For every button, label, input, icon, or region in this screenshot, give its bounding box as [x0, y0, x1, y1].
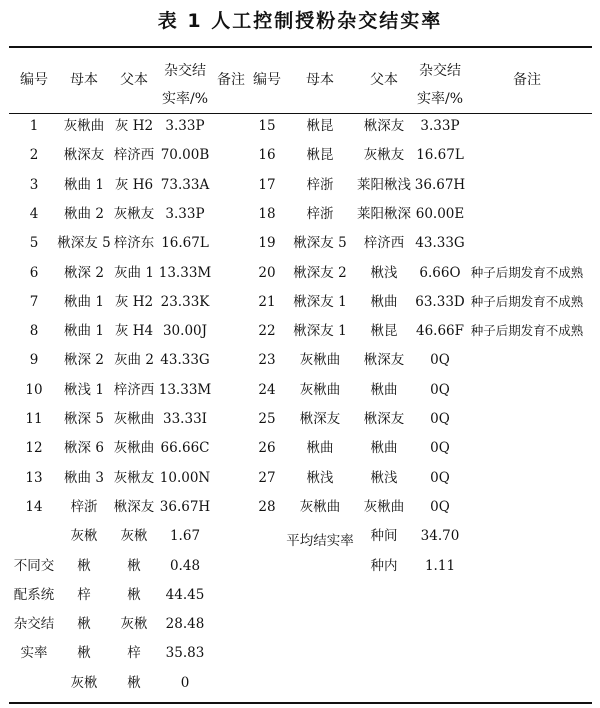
- right-row-mother: 楸深友 2: [293, 264, 347, 281]
- right-row-rate: 46.66F: [415, 323, 465, 340]
- left-row-father: 灰楸友: [113, 469, 155, 486]
- right-row-rate: 6.66O: [419, 264, 461, 281]
- left-row-mother: 楸深友: [63, 147, 105, 164]
- table-title: 表 1 人工控制授粉杂交结实率: [157, 10, 443, 32]
- cross-system-rate: 0.48: [169, 557, 201, 574]
- header-right-no: 编号: [253, 72, 281, 88]
- right-row-note: 种子后期发育不成熟: [470, 264, 584, 280]
- left-row-father: 灰 H2: [114, 118, 154, 134]
- right-row-no: 17: [258, 176, 276, 193]
- right-row-father: 楸曲: [370, 293, 398, 310]
- right-row-mother: 梓浙: [306, 205, 334, 222]
- left-row-mother: 灰楸曲: [63, 118, 105, 134]
- right-row-father: 楸曲: [370, 381, 398, 398]
- right-row-father: 楸昆: [370, 323, 398, 340]
- right-row-no: 23: [258, 352, 276, 369]
- header-right-mother: 母本: [306, 72, 334, 88]
- left-row-no: 1: [29, 118, 39, 134]
- right-row-no: 21: [258, 293, 276, 310]
- left-row-no: 11: [25, 411, 43, 427]
- right-row-no: 28: [258, 498, 276, 515]
- cross-system-rate: 1.67: [169, 528, 201, 545]
- right-row-rate: 43.33G: [415, 235, 465, 252]
- right-row-no: 16: [258, 147, 276, 164]
- left-row-no: 7: [29, 293, 39, 310]
- left-row-rate: 10.00N: [159, 469, 211, 486]
- left-row-father: 楸深友: [113, 498, 155, 515]
- header-left-no: 编号: [20, 72, 48, 88]
- top-rule: [9, 46, 592, 48]
- right-row-rate: 36.67H: [414, 176, 466, 193]
- left-row-rate: 73.33A: [160, 176, 210, 193]
- right-row-rate: 0Q: [430, 498, 450, 515]
- cross-system-label: 杂交结: [13, 616, 55, 633]
- cross-system-rate: 35.83: [165, 645, 205, 662]
- cross-system-mother: 楸: [77, 645, 91, 662]
- right-row-no: 15: [258, 118, 276, 134]
- left-row-father: 灰楸曲: [113, 440, 155, 457]
- right-row-rate: 60.00E: [415, 205, 465, 222]
- left-row-father: 梓济西: [113, 381, 155, 398]
- right-row-rate: 0Q: [430, 440, 450, 457]
- left-row-rate: 3.33P: [165, 118, 205, 134]
- header-left-rate: [162, 57, 208, 113]
- cross-system-mother: 楸: [77, 557, 91, 574]
- right-row-no: 25: [258, 411, 276, 427]
- left-row-rate: 30.00J: [162, 323, 208, 340]
- left-row-rate: 16.67L: [161, 235, 209, 252]
- left-row-mother: 楸浅 1: [64, 381, 104, 398]
- left-row-mother: 楸深 2: [64, 352, 104, 369]
- left-row-father: 灰 H4: [114, 323, 154, 340]
- right-row-rate: 0Q: [430, 381, 450, 398]
- right-row-rate: 3.33P: [420, 118, 460, 134]
- cross-system-father: 楸: [127, 674, 141, 691]
- right-row-father: 莱阳楸深: [357, 205, 411, 222]
- cross-system-father: 楸: [127, 557, 141, 574]
- right-row-no: 20: [258, 264, 276, 281]
- average-type: 种间: [370, 528, 398, 545]
- header-right-rate-line2: 实率/%: [416, 91, 464, 107]
- left-row-no: 10: [25, 381, 43, 398]
- cross-system-rate: 28.48: [165, 616, 205, 633]
- right-row-mother: 楸深友 5: [293, 235, 347, 252]
- left-row-father: 灰 H2: [114, 293, 154, 310]
- right-row-mother: 灰楸曲: [299, 498, 341, 515]
- right-row-mother: 楸深友 1: [293, 323, 347, 340]
- left-row-father: 灰楸友: [113, 205, 155, 222]
- cross-system-mother: 灰楸: [70, 528, 98, 545]
- cross-system-rate: 44.45: [165, 586, 205, 603]
- left-row-mother: 楸深 2: [64, 264, 104, 281]
- cross-system-mother: 楸: [77, 616, 91, 633]
- cross-system-father: 梓: [127, 645, 141, 662]
- right-row-no: 19: [258, 235, 276, 252]
- left-row-no: 4: [29, 205, 39, 222]
- right-row-no: 22: [258, 323, 276, 340]
- left-row-no: 5: [29, 235, 39, 252]
- cross-system-label: 实率: [20, 645, 48, 662]
- header-right-note: 备注: [513, 72, 541, 88]
- average-label: 平均结实率: [286, 533, 354, 550]
- cross-system-mother: 梓: [77, 586, 91, 603]
- cross-system-father: 楸: [127, 586, 141, 603]
- left-row-rate: 13.33M: [158, 381, 212, 398]
- right-row-mother: 楸深友 1: [293, 293, 347, 310]
- right-row-no: 18: [258, 205, 276, 222]
- right-row-no: 27: [258, 469, 276, 486]
- left-row-mother: 楸深 6: [64, 440, 104, 457]
- right-row-rate: 0Q: [430, 469, 450, 486]
- left-row-mother: 楸深友 5: [57, 235, 111, 252]
- right-row-note: 种子后期发育不成熟: [470, 293, 584, 309]
- right-row-father: 楸深友: [363, 118, 405, 134]
- left-row-mother: 楸曲 1: [64, 293, 104, 310]
- left-row-father: 梓济西: [113, 147, 155, 164]
- right-row-no: 24: [258, 381, 276, 398]
- average-type: 种内: [370, 557, 398, 574]
- left-row-no: 6: [29, 264, 39, 281]
- cross-system-father: 灰楸: [120, 528, 148, 545]
- left-row-mother: 楸曲 1: [64, 323, 104, 340]
- right-row-mother: 灰楸曲: [299, 381, 341, 398]
- right-row-mother: 梓浙: [306, 176, 334, 193]
- cross-system-label: 不同交: [13, 557, 55, 574]
- left-row-no: 2: [29, 147, 39, 164]
- right-row-note: 种子后期发育不成熟: [470, 323, 584, 339]
- cross-system-rate: 0: [180, 674, 190, 691]
- right-row-mother: 楸曲: [306, 440, 334, 457]
- right-row-mother: 楸昆: [306, 147, 334, 164]
- left-row-rate: 36.67H: [159, 498, 211, 515]
- cross-system-label: 配系统: [13, 586, 55, 603]
- left-row-no: 13: [25, 469, 43, 486]
- left-row-rate: 33.33I: [163, 411, 207, 427]
- header-left-rate-line2: 实率/%: [161, 91, 209, 107]
- left-row-rate: 3.33P: [165, 205, 205, 222]
- cross-system-father: 灰楸: [120, 616, 148, 633]
- left-row-father: 灰曲 1: [114, 264, 154, 281]
- left-row-father: 灰曲 2: [114, 352, 154, 369]
- right-row-father: 灰楸曲: [363, 498, 405, 515]
- header-left-mother: 母本: [70, 72, 98, 88]
- right-row-rate: 63.33D: [415, 293, 465, 310]
- right-row-father: 灰楸友: [363, 147, 405, 164]
- left-row-rate: 70.00B: [160, 147, 210, 164]
- left-row-rate: 23.33K: [160, 293, 210, 310]
- header-right-father: 父本: [370, 72, 398, 88]
- left-row-rate: 66.66C: [160, 440, 210, 457]
- header-left-father: 父本: [120, 72, 148, 88]
- left-row-rate: 43.33G: [160, 352, 210, 369]
- right-row-father: 楸深友: [363, 352, 405, 369]
- header-right-rate-line1: 杂交结: [419, 63, 461, 79]
- left-row-no: 14: [25, 498, 43, 515]
- left-row-no: 8: [29, 323, 39, 340]
- header-left-rate-line1: 杂交结: [164, 63, 206, 79]
- right-row-mother: 楸浅: [306, 469, 334, 486]
- left-row-father: 灰 H6: [114, 176, 154, 193]
- right-row-father: 楸曲: [370, 440, 398, 457]
- right-row-rate: 16.67L: [416, 147, 464, 164]
- left-row-no: 12: [25, 440, 43, 457]
- left-row-mother: 楸曲 1: [64, 176, 104, 193]
- bottom-rule: [9, 702, 592, 704]
- average-rate: 34.70: [420, 528, 460, 545]
- right-row-rate: 0Q: [430, 352, 450, 369]
- header-rule: [9, 113, 592, 114]
- left-row-father: 灰楸曲: [113, 411, 155, 427]
- right-row-father: 楸深友: [363, 411, 405, 427]
- right-row-father: 楸浅: [370, 469, 398, 486]
- left-row-mother: 楸深 5: [64, 411, 104, 427]
- average-rate: 1.11: [424, 557, 456, 574]
- left-row-father: 梓济东: [113, 235, 155, 252]
- cross-system-mother: 灰楸: [70, 674, 98, 691]
- right-row-father: 莱阳楸浅: [357, 176, 411, 193]
- left-row-mother: 梓浙: [70, 498, 98, 515]
- right-row-mother: 灰楸曲: [299, 352, 341, 369]
- right-row-father: 楸浅: [370, 264, 398, 281]
- right-row-mother: 楸深友: [299, 411, 341, 427]
- left-row-mother: 楸曲 3: [64, 469, 104, 486]
- right-row-rate: 0Q: [430, 411, 450, 427]
- right-row-father: 梓济西: [363, 235, 405, 252]
- header-left-note: 备注: [217, 72, 245, 88]
- left-row-no: 3: [29, 176, 39, 193]
- right-row-mother: 楸昆: [306, 118, 334, 134]
- left-row-mother: 楸曲 2: [64, 205, 104, 222]
- left-row-no: 9: [29, 352, 39, 369]
- header-right-rate: [417, 57, 463, 113]
- left-row-rate: 13.33M: [158, 264, 212, 281]
- right-row-no: 26: [258, 440, 276, 457]
